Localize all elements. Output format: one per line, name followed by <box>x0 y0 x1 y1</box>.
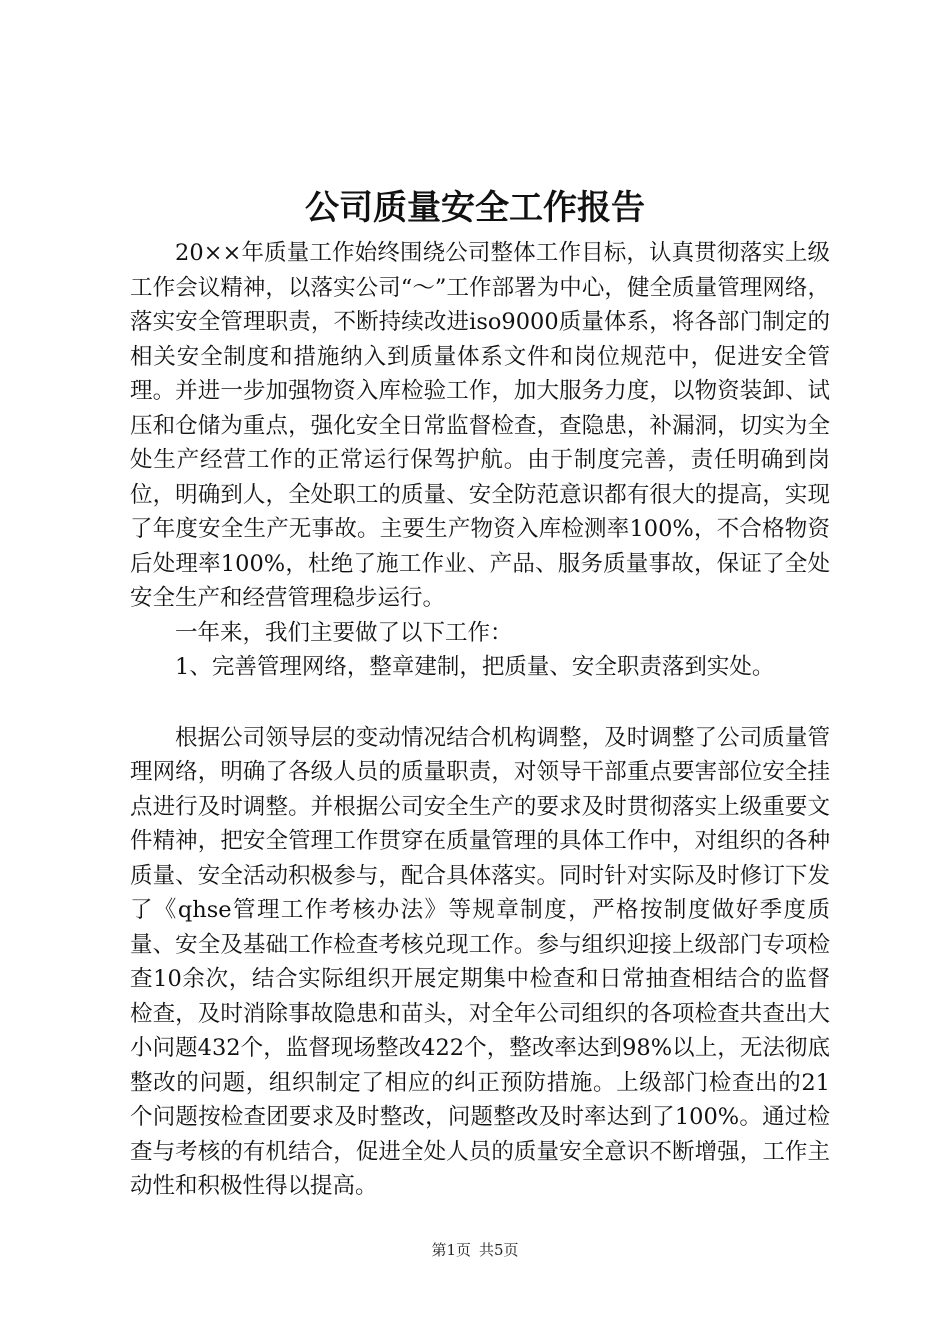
page-total: 共5页 <box>479 1241 519 1259</box>
section-1-body-paragraph: 根据公司领导层的变动情况结合机构调整，及时调整了公司质量管理网络，明确了各级人员的质量职责，对领导干部重点要害部位安全挂点进行及时调整。并根据公司安全生产的要求及时贯彻落实上级重要文件精神，把安全管理工作贯穿在质量管理的具体工作中，对组织的各种质量、安全活动积极参与，配合具体落实。同时针对实际及时修订下发了《qhse管理工作考核办法》等规章制度，严格按制度做好季度质量、安全及基础工作检查考核兑现工作。参与组织迎接上级部门专项检查10余次，结合实际组织开展定期集中检查和日常抽查相结合的监督检查，及时消除事故隐患和苗头，对全年公司组织的各项检查共查出大小问题432个，监督现场整改422个，整改率达到98%以上，无法彻底整改的问题，组织制定了相应的纠正预防措施。上级部门检查出的21个问题按检查团要求及时整改，问题整改及时率达到了100%。通过检查与考核的有机结合，促进全处人员的质量安全意识不断增强，工作主动性和积极性得以提高。 <box>130 724 830 1199</box>
page-number: 第1页 <box>431 1241 471 1259</box>
section-heading-1: 1、完善管理网络，整章建制，把质量、安全职责落到实处。 <box>175 654 775 680</box>
section-spacer <box>130 685 830 721</box>
document-title: 公司质量安全工作报告 <box>305 188 645 228</box>
document-body <box>130 236 830 1204</box>
intro-paragraph: 20××年质量工作始终围绕公司整体工作目标，认真贯彻落实上级工作会议精神，以落实公司“～”工作部署为中心，健全质量管理网络，落实安全管理职责，不断持续改进iso9000质量体系，将各部门制定的相关安全制度和措施纳入到质量体系文件和岗位规范中，促进安全管理。并进一步加强物资入库检验工作，加大服务力度，以物资装卸、试压和仓储为重点，强化安全日常监督检查，查隐患，补漏洞，切实为全处生产经营工作的正常运行保驾护航。由于制度完善，责任明确到岗位，明确到人，全处职工的质量、安全防范意识都有很大的提高，实现了年度安全生产无事故。主要生产物资入库检测率100%，不合格物资后处理率100%，杜绝了施工作业、产品、服务质量事故，保证了全处安全生产和经营管理稳步运行。 <box>130 240 830 611</box>
summary-lead-paragraph: 一年来，我们主要做了以下工作： <box>175 619 513 646</box>
page-footer <box>0 1240 950 1260</box>
